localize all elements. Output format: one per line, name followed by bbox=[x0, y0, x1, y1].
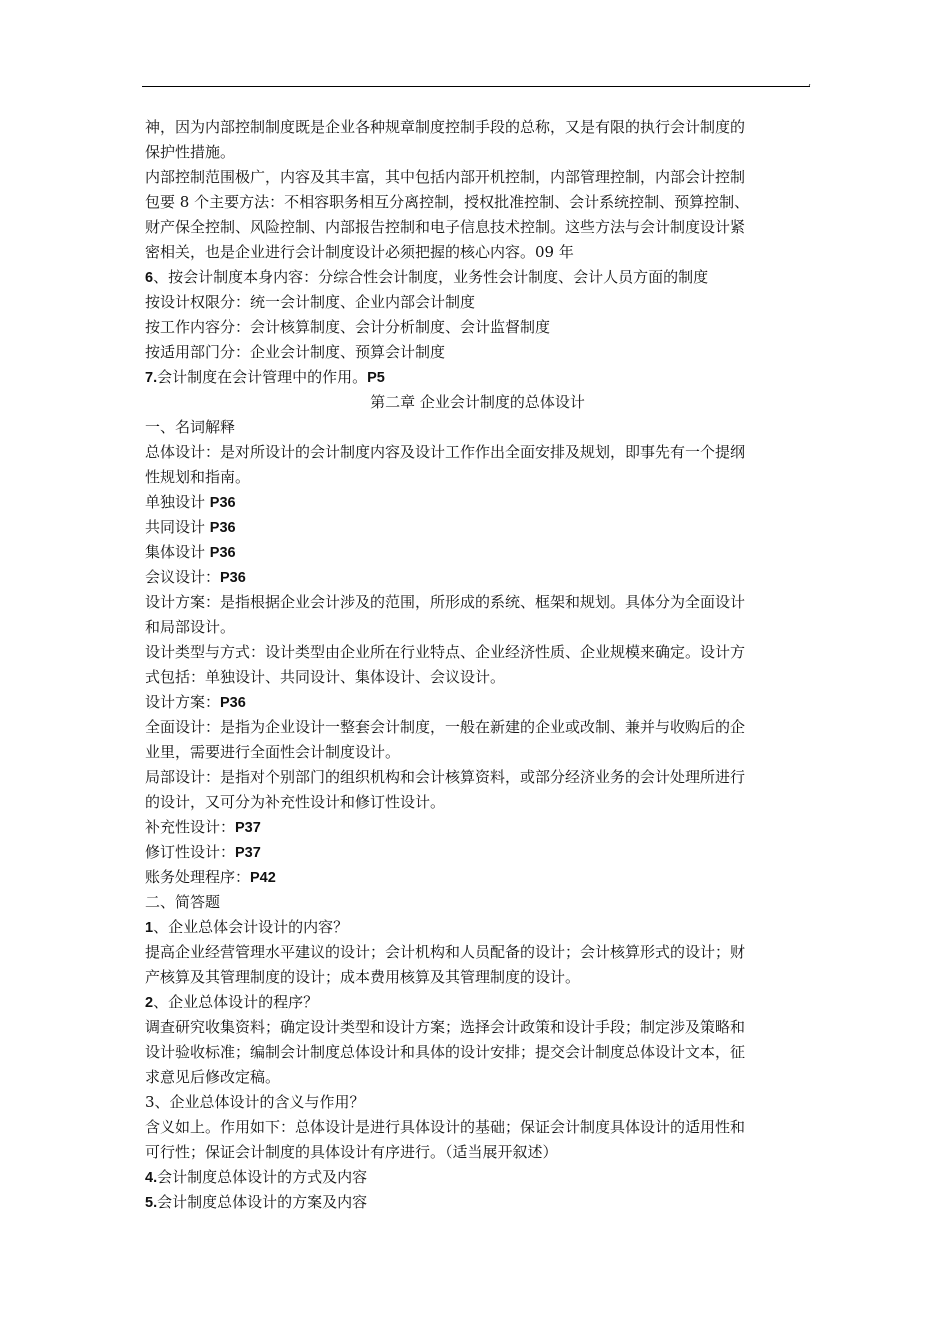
page-reference: P5 bbox=[367, 370, 385, 386]
page-reference: P36 bbox=[220, 570, 246, 586]
text-line bbox=[145, 990, 810, 1015]
line-text: 会计制度总体设计的方式及内容 bbox=[157, 1168, 368, 1186]
line-text: 会计制度总体设计的方案及内容 bbox=[157, 1193, 368, 1211]
line-text: 调查研究收集资料；确定设计类型和设计方案；选择会计政策和设计手段；制定涉及策略和 bbox=[145, 1018, 746, 1036]
text-line bbox=[145, 540, 810, 565]
line-text: 和局部设计。 bbox=[145, 618, 236, 636]
line-text: 式包括：单独设计、共同设计、集体设计、会议设计。 bbox=[145, 668, 506, 686]
text-line bbox=[145, 440, 810, 465]
line-text: 修订性设计： bbox=[145, 843, 236, 861]
text-line bbox=[145, 940, 810, 965]
text-line bbox=[145, 1090, 810, 1115]
line-text: 集体设计 bbox=[145, 543, 210, 561]
text-line bbox=[145, 215, 810, 240]
text-line bbox=[145, 1140, 810, 1165]
text-line bbox=[145, 1065, 810, 1090]
line-text: 的设计，又可分为补充性设计和修订性设计。 bbox=[145, 793, 446, 811]
header-mark: , bbox=[808, 77, 812, 88]
text-line bbox=[145, 315, 810, 340]
text-line bbox=[145, 340, 810, 365]
line-text: 提高企业经营管理水平建议的设计；会计机构和人员配备的设计；会计核算形式的设计；财 bbox=[145, 943, 746, 961]
item-number: 4. bbox=[145, 1170, 158, 1186]
line-text: 单独设计 bbox=[145, 493, 210, 511]
line-text: 求意见后修改定稿。 bbox=[145, 1068, 281, 1086]
text-line bbox=[145, 965, 810, 990]
text-line bbox=[145, 840, 810, 865]
line-text: 总体设计：是对所设计的会计制度内容及设计工作作出全面安排及规划，即事先有一个提纲 bbox=[145, 443, 746, 461]
line-text: 内部控制范围极广，内容及其丰富，其中包括内部开机控制，内部管理控制，内部会计控制 bbox=[145, 168, 746, 186]
line-text: 设计类型与方式：设计类型由企业所在行业特点、企业经济性质、企业规模来确定。设计方 bbox=[145, 643, 746, 661]
page-reference: P36 bbox=[220, 695, 246, 711]
text-line bbox=[145, 1165, 810, 1190]
text-line bbox=[145, 265, 810, 290]
page-reference: P36 bbox=[209, 495, 236, 511]
text-line bbox=[145, 165, 810, 190]
line-text: 二、简答题 bbox=[145, 893, 221, 911]
chapter-heading bbox=[145, 390, 810, 415]
item-number: 1 bbox=[145, 920, 154, 936]
page-reference: P37 bbox=[235, 845, 261, 861]
line-text: 共同设计 bbox=[145, 518, 210, 536]
text-line bbox=[145, 240, 810, 265]
header-rule bbox=[142, 86, 810, 87]
line-text: 含义如上。作用如下：总体设计是进行具体设计的基础；保证会计制度具体设计的适用性和 bbox=[145, 1118, 746, 1136]
text-line bbox=[145, 740, 810, 765]
text-line bbox=[145, 515, 810, 540]
line-text: 包要 8 个主要方法：不相容职务相互分离控制，授权批准控制、会计系统控制、预算控制、 bbox=[145, 193, 750, 211]
line-text: 账务处理程序： bbox=[145, 868, 251, 886]
text-line bbox=[145, 865, 810, 890]
line-text: 、企业总体会计设计的内容？ bbox=[153, 918, 349, 936]
line-text: 产核算及其管理制度的设计；成本费用核算及其管理制度的设计。 bbox=[145, 968, 581, 986]
text-line bbox=[145, 690, 810, 715]
line-text: 第二章 企业会计制度的总体设计 bbox=[370, 393, 585, 411]
line-text: 设计方案：是指根据企业会计涉及的范围，所形成的系统、框架和规划。具体分为全面设计 bbox=[145, 593, 746, 611]
text-line bbox=[145, 715, 810, 740]
line-text: 密相关，也是企业进行会计制度设计必须把握的核心内容。09 年 bbox=[145, 243, 574, 261]
text-line bbox=[145, 365, 810, 390]
text-line bbox=[145, 890, 810, 915]
text-line bbox=[145, 765, 810, 790]
item-number: 6 bbox=[145, 270, 154, 286]
text-line bbox=[145, 665, 810, 690]
page-reference: P36 bbox=[209, 520, 236, 536]
page-reference: P36 bbox=[209, 545, 236, 561]
text-line bbox=[145, 490, 810, 515]
text-line bbox=[145, 140, 810, 165]
line-text: 一、名词解释 bbox=[145, 418, 236, 436]
line-text: 会计制度在会计管理中的作用。 bbox=[157, 368, 368, 386]
text-line bbox=[145, 640, 810, 665]
text-line bbox=[145, 1190, 810, 1215]
line-text: 补充性设计： bbox=[145, 818, 236, 836]
line-text: 设计方案： bbox=[145, 693, 221, 711]
line-text: 神，因为内部控制制度既是企业各种规章制度控制手段的总称，又是有限的执行会计制度的 bbox=[145, 118, 746, 136]
text-line bbox=[145, 790, 810, 815]
line-text: 业里，需要进行全面性会计制度设计。 bbox=[145, 743, 401, 761]
document-body bbox=[145, 115, 810, 1215]
text-line bbox=[145, 465, 810, 490]
text-line bbox=[145, 415, 810, 440]
line-text: 、按会计制度本身内容：分综合性会计制度，业务性会计制度、会计人员方面的制度 bbox=[153, 268, 709, 286]
line-text: 、企业总体设计的程序？ bbox=[153, 993, 319, 1011]
page-reference: P37 bbox=[235, 820, 261, 836]
text-line bbox=[145, 115, 810, 140]
text-line bbox=[145, 565, 810, 590]
line-text: 局部设计：是指对个别部门的组织机构和会计核算资料，或部分经济业务的会计处理所进行 bbox=[145, 768, 746, 786]
line-text: 全面设计：是指为企业设计一整套会计制度，一般在新建的企业或改制、兼并与收购后的企 bbox=[145, 718, 746, 736]
page-reference: P42 bbox=[250, 870, 276, 886]
text-line bbox=[145, 815, 810, 840]
line-text: 会议设计： bbox=[145, 568, 221, 586]
item-number: 7. bbox=[145, 370, 158, 386]
line-text: 按适用部门分：企业会计制度、预算会计制度 bbox=[145, 343, 446, 361]
text-line bbox=[145, 915, 810, 940]
text-line bbox=[145, 1015, 810, 1040]
text-line bbox=[145, 590, 810, 615]
text-line bbox=[145, 615, 810, 640]
item-number: 5. bbox=[145, 1195, 158, 1211]
line-text: 性规划和指南。 bbox=[145, 468, 251, 486]
line-text: 财产保全控制、风险控制、内部报告控制和电子信息技术控制。这些方法与会计制度设计紧 bbox=[145, 218, 746, 236]
line-text: 按工作内容分：会计核算制度、会计分析制度、会计监督制度 bbox=[145, 318, 551, 336]
line-text: 可行性；保证会计制度的具体设计有序进行。（适当展开叙述） bbox=[145, 1143, 558, 1161]
line-text: 保护性措施。 bbox=[145, 143, 236, 161]
text-line bbox=[145, 190, 810, 215]
text-line bbox=[145, 1040, 810, 1065]
line-text: 按设计权限分：统一会计制度、企业内部会计制度 bbox=[145, 293, 476, 311]
text-line bbox=[145, 290, 810, 315]
item-number: 2 bbox=[145, 995, 154, 1011]
line-text: 设计验收标准；编制会计制度总体设计和具体的设计安排；提交会计制度总体设计文本，征 bbox=[145, 1043, 746, 1061]
text-line bbox=[145, 1115, 810, 1140]
line-text: 3、企业总体设计的含义与作用？ bbox=[145, 1093, 365, 1111]
